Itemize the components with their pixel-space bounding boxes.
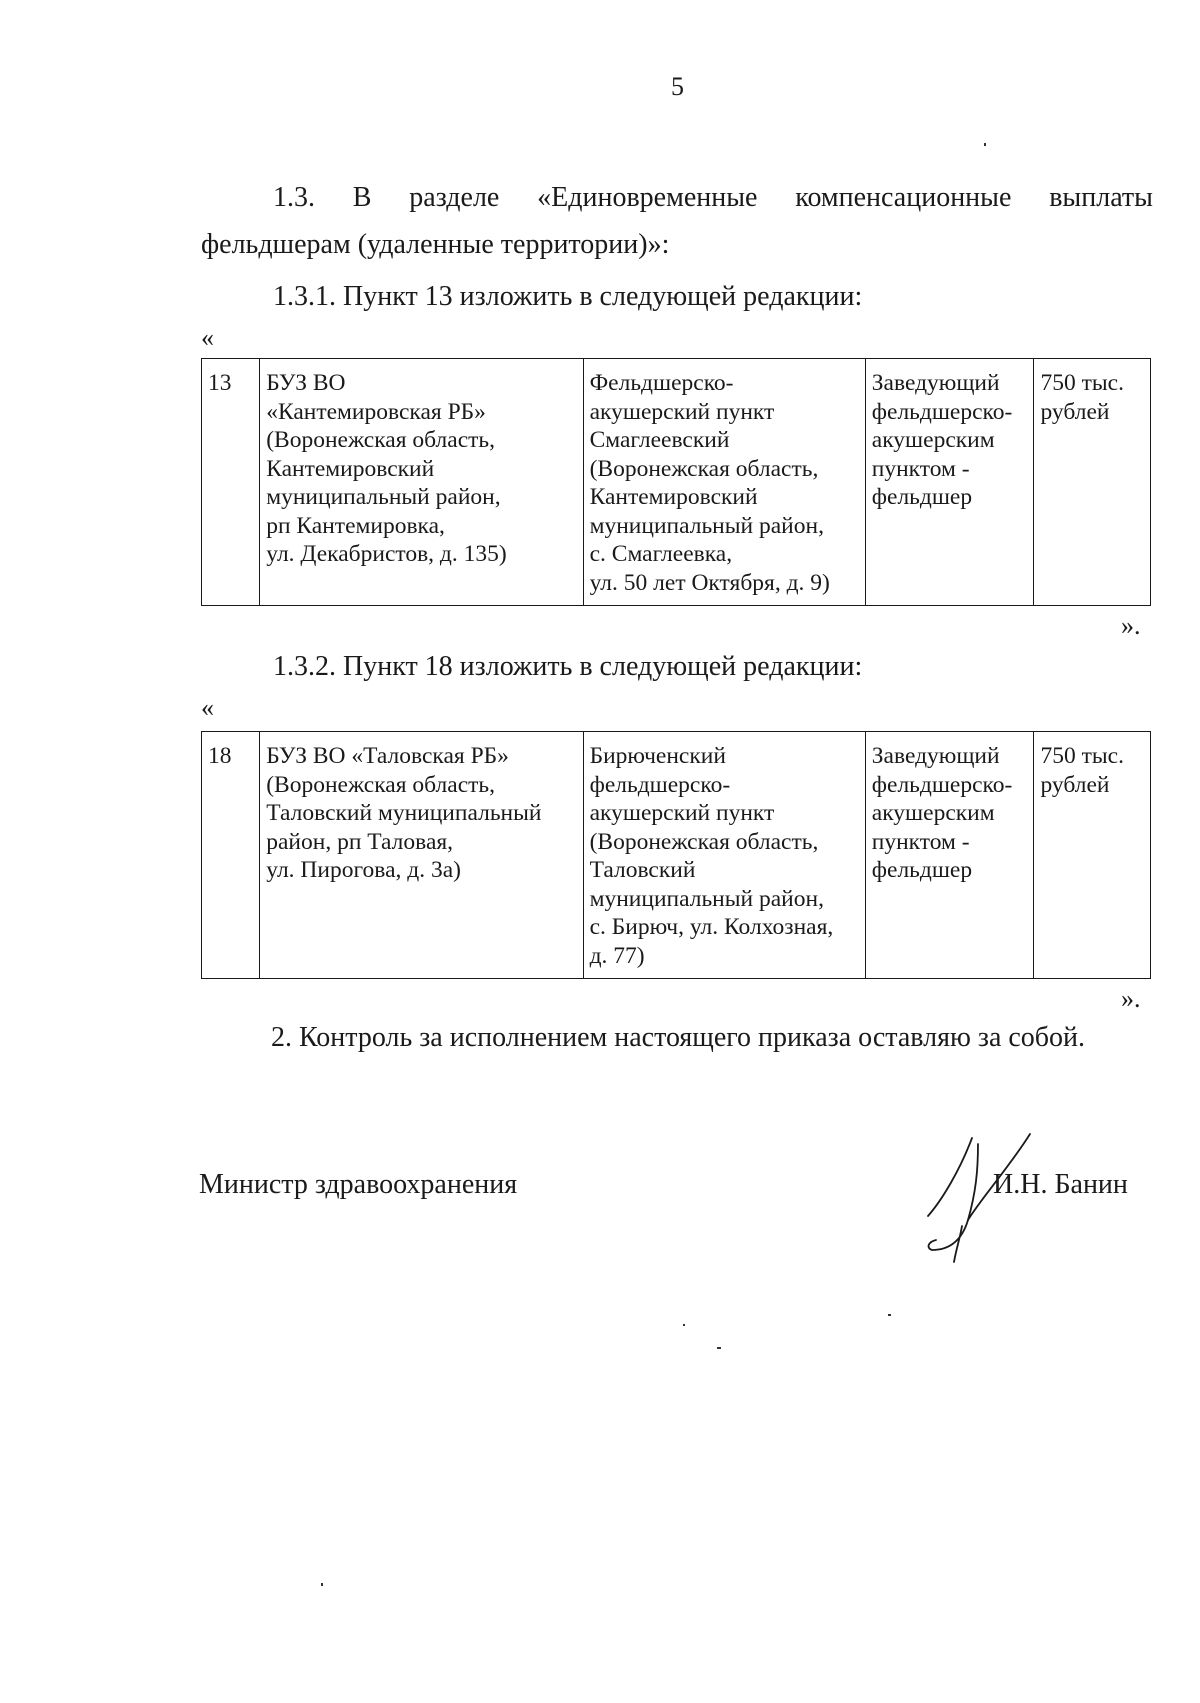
amount-cell: 750 тыс. рублей <box>1034 732 1151 979</box>
item-1-table <box>201 358 1151 606</box>
amount-cell: 750 тыс. рублей <box>1034 359 1151 606</box>
row-number-cell: 13 <box>202 359 260 606</box>
section-number: 1.3. <box>273 182 315 213</box>
facility-cell: Бирюченский фельдшерско- акушерский пункт (Воронежская область, Таловский муниципальный район, с. Бирюч, ул. Колхозная, д. 77) <box>583 732 865 979</box>
section-heading-line-1 <box>273 181 1153 215</box>
item-2-heading: 1.3.2. Пункт 18 изложить в следующей редакции: <box>273 651 863 682</box>
item-2-close-quote: ». <box>1121 984 1141 1013</box>
item-2-open-quote: « <box>201 693 214 722</box>
facility-cell: Фельдшерско- акушерский пункт Смаглеевский (Воронежская область, Кантемировский муниципальный район, с. Смаглеевка, ул. 50 лет Октября, д. 9) <box>583 359 865 606</box>
scan-speck <box>717 1347 721 1349</box>
position-cell: Заведующий фельдшерско- акушерским пунктом - фельдшер <box>865 732 1034 979</box>
position-cell: Заведующий фельдшерско- акушерским пунктом - фельдшер <box>865 359 1034 606</box>
section-word-payments: выплаты <box>1049 182 1153 213</box>
institution-cell: БУЗ ВО «Кантемировская РБ» (Воронежская область, Кантемировский муниципальный район, рп Кантемировка, ул. Декабристов, д. 135) <box>260 359 583 606</box>
signatory-title: Министр здравоохранения <box>199 1169 518 1200</box>
scan-speck <box>888 1314 891 1316</box>
item-1-heading: 1.3.1. Пункт 13 изложить в следующей редакции: <box>273 281 863 312</box>
section-word-in: В <box>352 182 372 213</box>
section-word-onetime: «Единовременные <box>537 182 758 213</box>
scan-speck <box>984 143 986 146</box>
section-word-compensation: компенсационные <box>795 182 1012 213</box>
signatory-name: И.Н. Банин <box>993 1169 1128 1200</box>
control-clause: 2. Контроль за исполнением настоящего приказа оставляю за собой. <box>271 1022 1086 1053</box>
page-number: 5 <box>671 72 684 101</box>
table-row <box>202 732 1151 979</box>
scan-speck <box>321 1583 323 1586</box>
row-number-cell: 18 <box>202 732 260 979</box>
table-row <box>202 359 1151 606</box>
section-word-section: разделе <box>409 182 500 213</box>
item-2-table <box>201 731 1151 979</box>
scan-speck <box>683 1324 685 1326</box>
item-1-close-quote: ». <box>1121 611 1141 640</box>
institution-cell: БУЗ ВО «Таловская РБ» (Воронежская область, Таловский муниципальный район, рп Таловая, ул. Пирогова, д. 3а) <box>260 732 583 979</box>
item-1-open-quote: « <box>201 323 214 352</box>
section-heading-line-2: фельдшерам (удаленные территории)»: <box>201 229 670 260</box>
